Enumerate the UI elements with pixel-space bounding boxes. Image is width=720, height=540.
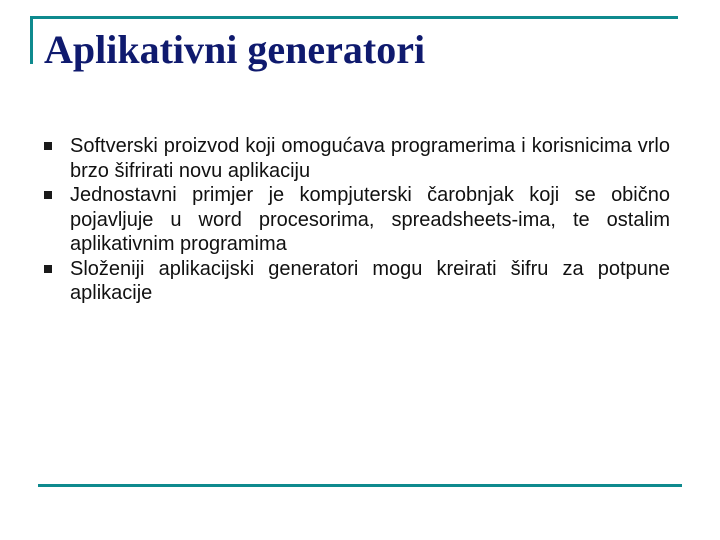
bullet-item <box>44 183 670 257</box>
bullet-item <box>44 134 670 183</box>
title-frame-left-line <box>30 16 33 64</box>
square-bullet-icon <box>44 265 52 273</box>
square-bullet-icon <box>44 142 52 150</box>
bullet-text: Složeniji aplikacijski generatori mogu kreirati šifru za potpune aplikacije <box>70 257 670 304</box>
bullet-list <box>44 134 670 306</box>
bullet-item <box>44 257 670 306</box>
bullet-text: Softverski proizvod koji omogućava programerima i korisnicima vrlo brzo šifrirati novu aplikaciju <box>70 135 670 182</box>
bullet-text: Jednostavni primjer je kompjuterski čarobnjak koji se obično pojavljuje u word procesorima, spreadsheets-ima, te ostalim aplikativnim programima <box>70 184 670 255</box>
footer-divider-line <box>38 484 682 487</box>
title-frame-top-line <box>30 16 678 19</box>
slide-title: Aplikativni generatori <box>44 27 426 72</box>
square-bullet-icon <box>44 191 52 199</box>
